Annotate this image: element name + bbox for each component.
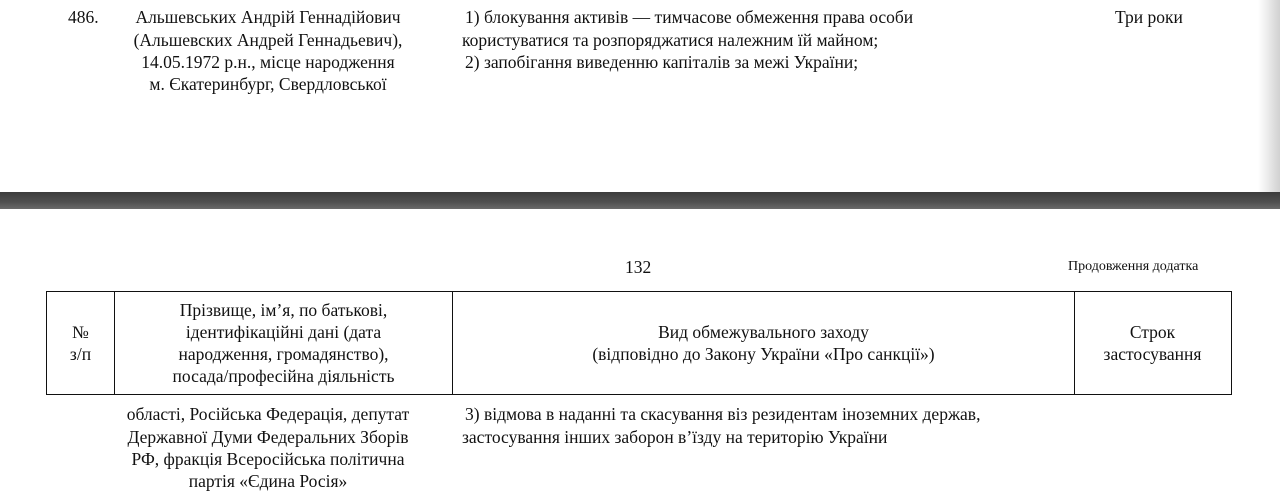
header-text: застосування [1103, 344, 1202, 364]
person-line: 14.05.1972 р.н., місце народження [141, 52, 395, 72]
header-text: (відповідно до Закону України «Про санкції») [592, 344, 935, 364]
header-text: народження, громадянство), [178, 344, 389, 364]
header-col-measure [453, 292, 1074, 394]
entry-number: 486. [68, 7, 99, 27]
page-separator [0, 192, 1280, 209]
header-text: ідентифікаційні дані (дата [185, 322, 382, 342]
header-col-term [1075, 292, 1230, 394]
person-line: області, Російська Федерація, депутат [126, 404, 410, 424]
measure-line: 1) блокування активів — тимчасове обмеження права особи [465, 7, 914, 27]
measure-line: 3) відмова в наданні та скасування віз резидентам іноземних держав, [465, 404, 981, 424]
header-col-person [115, 292, 452, 394]
continuation-label: Продовження додатка [1068, 259, 1199, 274]
table-header [46, 291, 1232, 395]
upper-page [0, 0, 1280, 192]
header-text: № [72, 322, 89, 342]
person-line: Альшевських Андрій Геннадійович [135, 7, 401, 27]
header-col-number [47, 292, 114, 394]
person-line: м. Єкатеринбург, Свердловської [149, 74, 387, 94]
page-edge-shadow [1258, 0, 1280, 192]
header-text: посада/професійна діяльність [172, 366, 395, 386]
person-line: РФ, фракція Всеросійська політична [131, 449, 405, 469]
term-value: Три роки [1115, 7, 1183, 27]
header-text: Строк [1129, 322, 1176, 342]
header-text: Прізвище, ім’я, по батькові, [179, 300, 388, 320]
header-text: Вид обмежувального заходу [658, 322, 869, 342]
person-line: (Альшевских Андрей Геннадьевич), [133, 30, 403, 50]
person-line: партія «Єдина Росія» [188, 471, 348, 491]
page-number: 132 [625, 257, 652, 277]
person-line: Державної Думи Федеральних Зборів [127, 427, 409, 447]
measure-line: користуватися та розпоряджатися належним їй майном; [462, 30, 879, 50]
measure-line: 2) запобігання виведенню капіталів за межі України; [465, 52, 859, 72]
header-text: з/п [69, 344, 92, 364]
measure-line: застосування інших заборон в’їзду на територію України [462, 427, 888, 447]
